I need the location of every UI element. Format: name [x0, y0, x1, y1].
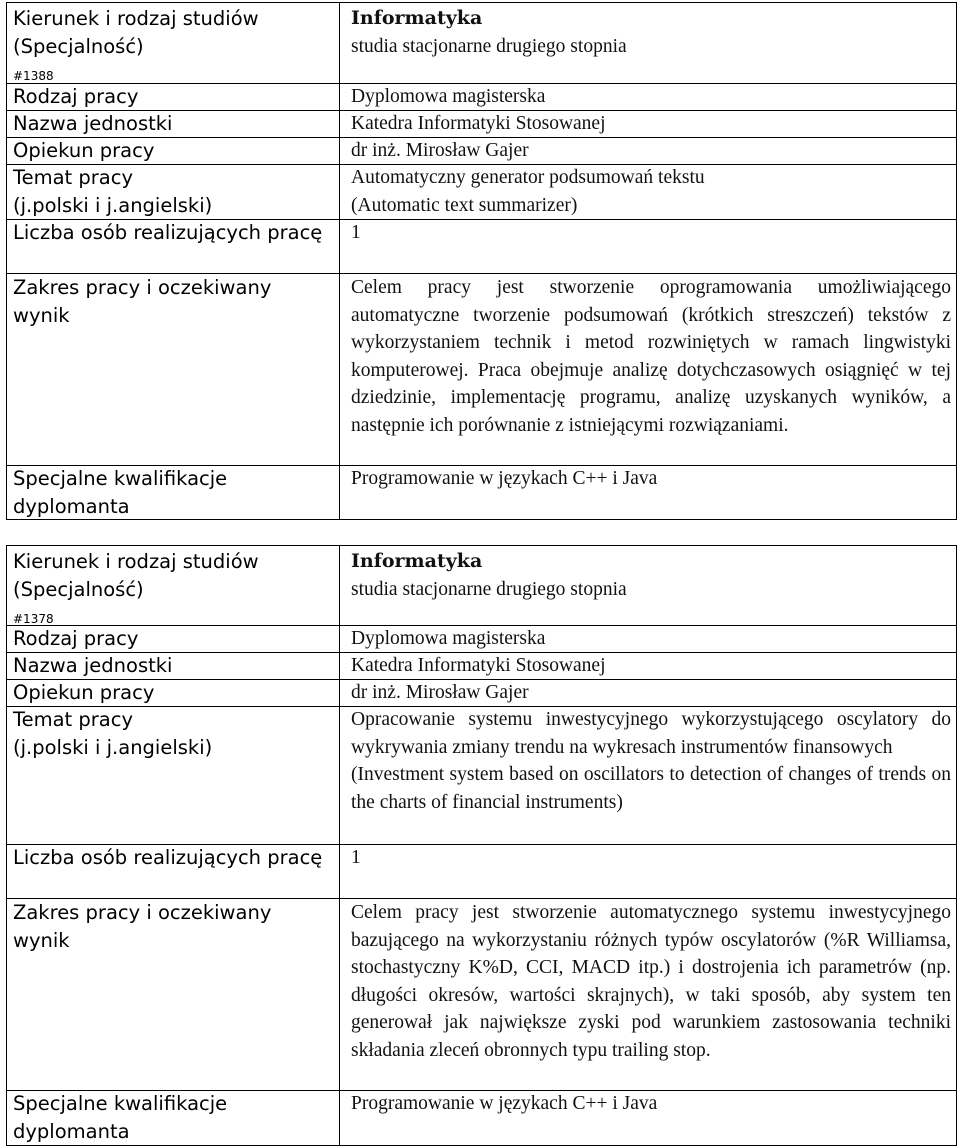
thesis-id: #1378 [13, 612, 54, 626]
value-kierunek-text: Informatyka [351, 550, 483, 572]
value-temat-pl: Automatyczny generator podsumowań tekstu [351, 167, 705, 188]
label-kwalifikacje: Specjalne kwalifikacje dyplomanta [13, 467, 228, 518]
label-temat-text: Temat pracy [13, 166, 133, 189]
thesis-card-1388 [6, 2, 957, 520]
column-divider [339, 3, 340, 519]
column-divider [339, 546, 340, 1145]
label-rodzaj: Rodzaj pracy [13, 627, 139, 650]
label-rodzaj: Rodzaj pracy [13, 85, 139, 108]
thesis-id: #1388 [13, 69, 54, 83]
value-liczba: 1 [351, 847, 361, 868]
value-kwalifikacje: Programowanie w językach C++ i Java [351, 468, 658, 489]
value-jednostka: Katedra Informatyki Stosowanej [351, 655, 606, 676]
label-temat-sub: (j.polski i j.angielski) [13, 735, 213, 759]
value-tryb-text: studia stacjonarne drugiego stopnia [351, 35, 627, 57]
value-liczba: 1 [351, 222, 361, 243]
value-tryb-text: studia stacjonarne drugiego stopnia [351, 578, 627, 600]
value-temat [351, 164, 951, 219]
label-temat-sub: (j.polski i j.angielski) [13, 193, 213, 217]
label-kierunek-text: Kierunek i rodzaj studiów [13, 550, 259, 573]
label-zakres: Zakres pracy i oczekiwany wynik [13, 276, 272, 327]
label-temat-text: Temat pracy [13, 708, 133, 731]
label-opiekun: Opiekun pracy [13, 139, 155, 162]
value-opiekun: dr inż. Mirosław Gajer [351, 140, 529, 161]
value-kwalifikacje: Programowanie w językach C++ i Java [351, 1093, 658, 1114]
label-opiekun: Opiekun pracy [13, 681, 155, 704]
label-liczba: Liczba osób realizujących pracę [13, 846, 323, 869]
value-temat [351, 706, 951, 816]
label-specjalnosc-text: (Specjalność) [13, 577, 144, 601]
value-kierunek [351, 5, 951, 60]
value-zakres: Celem pracy jest stworzenie automatycznego systemu inwestycyjnego bazującego na wykorzystaniu różnych typów oscylatorów (%R Williamsa, stochastyczny K%D, CCI, MACD itp.) i dostrojenia ich parametrów (np. długości okresów, wartości skrajnych), w taki sposób, aby system ten generował jak największe zyski pod warunkiem zastosowania techniki składania zleceń obronnych typu trailing stop. [351, 902, 951, 1061]
value-temat-en: (Investment system based on oscillators to detection of changes of trends on the charts of financial instruments) [351, 764, 951, 813]
label-liczba: Liczba osób realizujących pracę [13, 221, 323, 244]
label-jednostka: Nazwa jednostki [13, 654, 173, 677]
value-rodzaj: Dyplomowa magisterska [351, 86, 546, 107]
label-kierunek-text: Kierunek i rodzaj studiów [13, 7, 259, 30]
label-kierunek [13, 5, 331, 86]
label-temat [13, 164, 331, 219]
label-zakres: Zakres pracy i oczekiwany wynik [13, 901, 272, 952]
value-zakres: Celem pracy jest stworzenie oprogramowania umożliwiającego automatyczne tworzenie podsumowań (krótkich streszczeń) tekstów z wykorzystaniem technik i metod rozwiniętych w ramach lingwistyki komputerowej. Praca obejmuje analizę dotychczasowych osiągnięć w tej dziedzinie, implementację programu, analizę uzyskanych wyników, a następnie ich porównanie z istniejącymi rozwiązaniami. [351, 277, 951, 436]
value-rodzaj: Dyplomowa magisterska [351, 628, 546, 649]
value-kierunek-text: Informatyka [351, 7, 483, 29]
label-jednostka: Nazwa jednostki [13, 112, 173, 135]
value-jednostka: Katedra Informatyki Stosowanej [351, 113, 606, 134]
value-opiekun: dr inż. Mirosław Gajer [351, 682, 529, 703]
label-specjalnosc-text: (Specjalność) [13, 34, 144, 58]
value-temat-en: (Automatic text summarizer) [351, 194, 578, 216]
value-kierunek [351, 548, 951, 603]
label-kierunek [13, 548, 331, 629]
value-temat-pl: Opracowanie systemu inwestycyjnego wykorzystującego oscylatory do wykrywania zmiany trendu na wykresach instrumentów finansowych [351, 709, 951, 758]
label-temat [13, 706, 331, 761]
label-kwalifikacje: Specjalne kwalifikacje dyplomanta [13, 1092, 228, 1143]
thesis-card-1378 [6, 545, 957, 1146]
